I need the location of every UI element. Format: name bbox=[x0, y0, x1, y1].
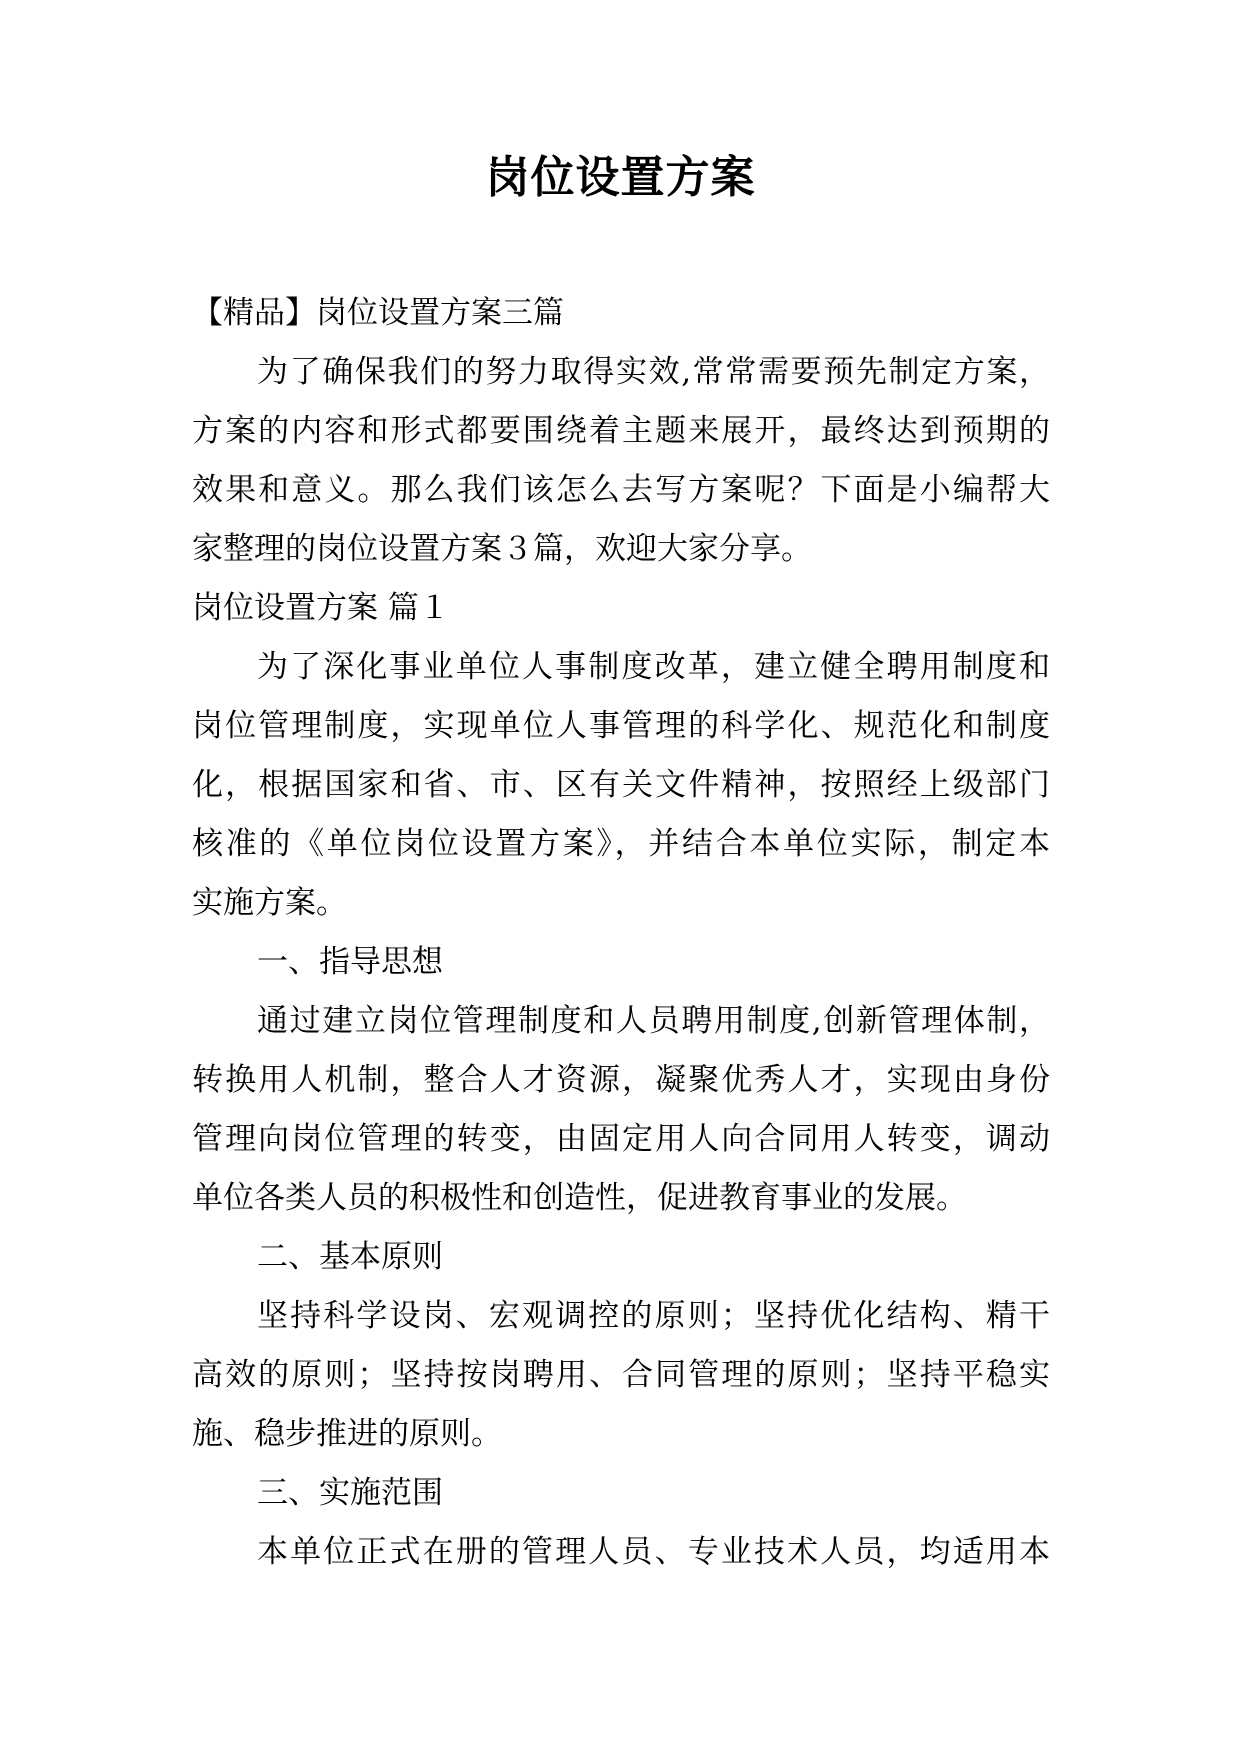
text-line: 为了确保我们的努力取得实效,常常需要预先制定方案， bbox=[257, 354, 1050, 390]
text-line: 家整理的岗位设置方案３篇，欢迎大家分享。 bbox=[192, 531, 812, 567]
text-line: 岗位管理制度，实现单位人事管理的科学化、规范化和制度 bbox=[192, 708, 1050, 744]
text-line: 为了深化事业单位人事制度改革，建立健全聘用制度和 bbox=[257, 649, 1050, 685]
text-line: 施、稳步推进的原则。 bbox=[192, 1416, 502, 1452]
text-line: 岗位设置方案 篇１ bbox=[192, 590, 450, 626]
text-line: 三、实施范围 bbox=[257, 1475, 443, 1511]
text-line: 管理向岗位管理的转变，由固定用人向合同用人转变，调动 bbox=[192, 1121, 1050, 1157]
text-line: 效果和意义。那么我们该怎么去写方案呢？下面是小编帮大 bbox=[192, 472, 1050, 508]
text-line: 实施方案。 bbox=[192, 885, 347, 921]
text-line: 本单位正式在册的管理人员、专业技术人员，均适用本 bbox=[257, 1534, 1050, 1570]
text-line: 一、指导思想 bbox=[257, 944, 443, 980]
text-line: 【精品】岗位设置方案三篇 bbox=[192, 295, 564, 331]
document-title: 岗位设置方案 bbox=[485, 152, 756, 203]
text-line: 通过建立岗位管理制度和人员聘用制度,创新管理体制， bbox=[257, 1003, 1050, 1039]
text-line: 高效的原则；坚持按岗聘用、合同管理的原则；坚持平稳实 bbox=[192, 1357, 1050, 1393]
text-line: 二、基本原则 bbox=[257, 1239, 443, 1275]
document-body bbox=[192, 284, 1050, 1582]
text-line: 化，根据国家和省、市、区有关文件精神，按照经上级部门 bbox=[192, 767, 1050, 803]
text-line: 坚持科学设岗、宏观调控的原则；坚持优化结构、精干 bbox=[257, 1298, 1050, 1334]
text-line: 核准的《单位岗位设置方案》，并结合本单位实际，制定本 bbox=[192, 826, 1050, 862]
text-line: 方案的内容和形式都要围绕着主题来展开，最终达到预期的 bbox=[192, 413, 1050, 449]
text-line: 转换用人机制，整合人才资源，凝聚优秀人才，实现由身份 bbox=[192, 1062, 1050, 1098]
text-line: 单位各类人员的积极性和创造性，促进教育事业的发展。 bbox=[192, 1180, 967, 1216]
